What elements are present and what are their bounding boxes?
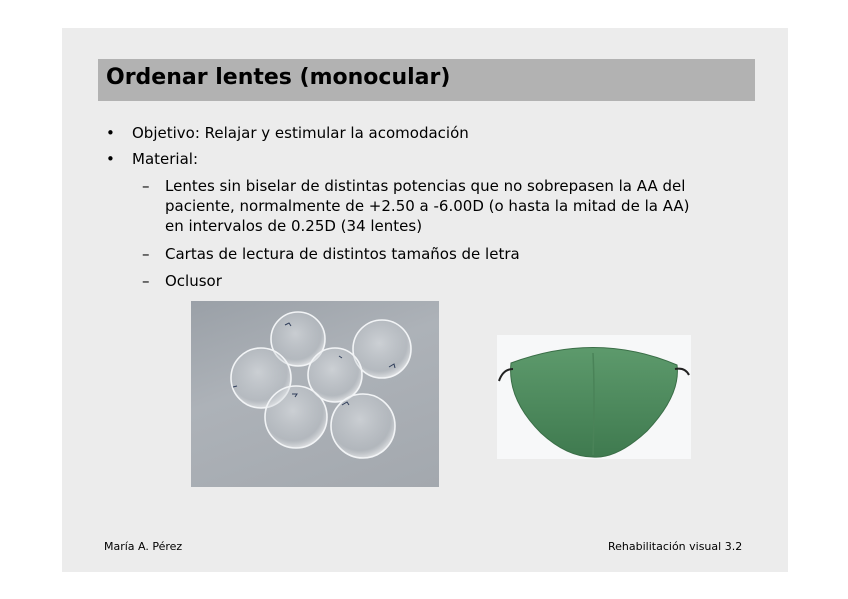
lenses-photo	[191, 301, 439, 487]
slide-title: Ordenar lentes (monocular)	[106, 65, 451, 90]
footer-author: María A. Pérez	[104, 540, 183, 553]
slide	[62, 28, 788, 572]
eye-patch-photo	[497, 335, 691, 459]
eye-patch-illustration	[497, 335, 691, 459]
dash-marker: –	[142, 177, 150, 195]
sub-item-cartas: Cartas de lectura de distintos tamaños de letra	[165, 245, 520, 263]
lenses-illustration	[191, 301, 439, 487]
sub-item-lentes-line-3: en intervalos de 0.25D (34 lentes)	[165, 217, 423, 235]
bullet-objetivo: Objetivo: Relajar y estimular la acomodación	[132, 124, 469, 142]
lens	[331, 394, 395, 458]
bullet-marker: •	[106, 150, 115, 168]
bullet-marker: •	[106, 124, 115, 142]
sub-item-lentes-line-2: paciente, normalmente de +2.50 a -6.00D (o hasta la mitad de la AA)	[165, 197, 690, 215]
bullet-material: Material:	[132, 150, 198, 168]
dash-marker: –	[142, 245, 150, 263]
sub-item-lentes-line-1: Lentes sin biselar de distintas potencias que no sobrepasen la AA del	[165, 177, 686, 195]
footer-course: Rehabilitación visual 3.2	[608, 540, 743, 553]
title-bar	[98, 59, 755, 101]
dash-marker: –	[142, 272, 150, 290]
sub-item-oclusor: Oclusor	[165, 272, 222, 290]
